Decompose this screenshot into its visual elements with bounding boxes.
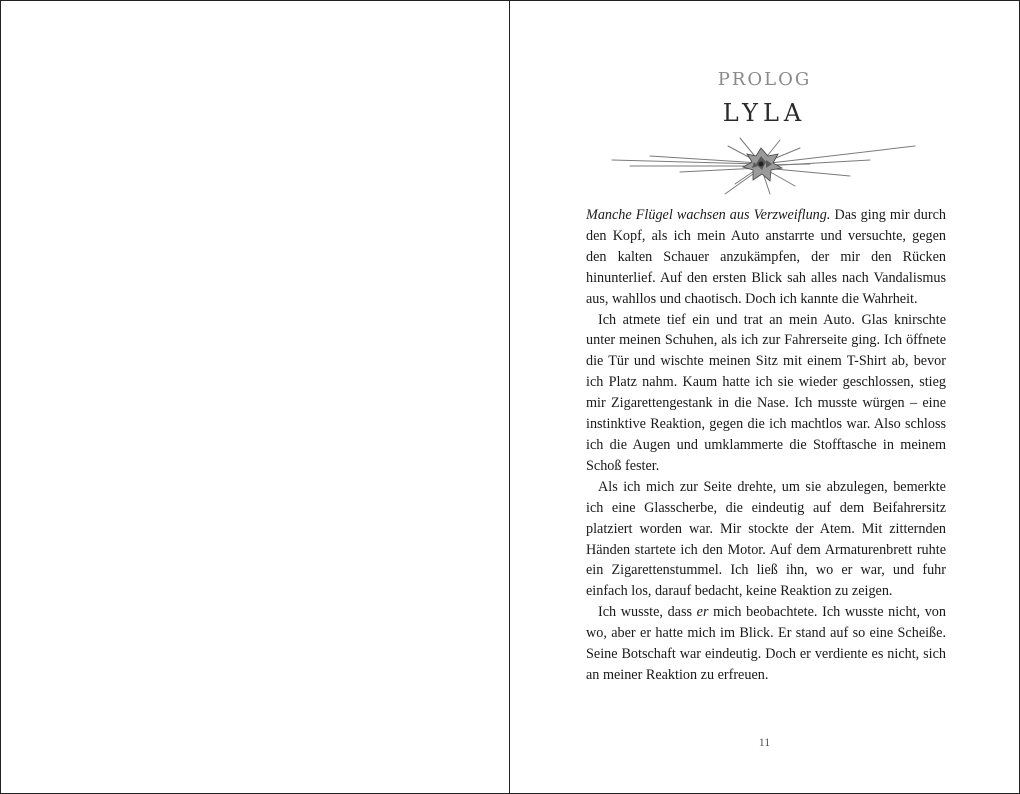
chapter-label: PROLOG [717,69,812,90]
right-page [510,1,1019,793]
paragraph-2: Ich atmete tief ein und trat an mein Auto. Glas knirschte unter meinen Schuhen, als ich zur Fahrerseite ging. Ich öffnete die Tür und wischte meinen Sitz mit einem T-Shirt ab, bevor ich Platz nahm. Kaum hatte ich sie wieder geschlossen, stieg mir Zigarettengestank in die Nase. Ich musste würgen – eine instinktive Reaktion, gegen die ich machtlos war. Also schloss ich die Augen und umklammerte die Stofftasche in meinem Schoß fester. [586,311,946,474]
paragraph-4-post: mich beobachtete. Ich wusste nicht, von wo, aber er hatte mich im Blick. Er stand auf so eine Scheiße. Seine Botschaft war eindeutig. Doch er verdiente es nicht, sich an meiner Reaktion zu erfreuen. [586,604,946,683]
chapter-title: LYLA [722,99,807,127]
body-text [586,205,946,686]
page-number: 11 [758,735,771,749]
paragraph-4-italic: er [696,604,709,621]
paragraph-4 [586,602,946,686]
paragraph-1-text: Das ging mir durch den Kopf, als ich mein Auto anstarrte und versuchte, gegen den kalten Schauer anzukämpfen, der mir den Rücken hinunterlief. Auf den ersten Blick sah alles nach Vandalismus aus, wahllos und chaotisch. Doch ich kannte die Wahrheit. [586,207,946,307]
italic-lead: Manche Flügel wachsen aus Verzweiflung. [586,207,831,223]
left-page [1,1,510,793]
paragraph-1 [586,205,946,310]
paragraph-3: Als ich mich zur Seite drehte, um sie abzulegen, bemerkte ich eine Glasscherbe, die eindeutig auf dem Beifahrersitz platziert worden war. Mir stockte der Atem. Mit zitternden Händen startete ich den Motor. Auf dem Armaturenbrett ruhte ein Zigarettenstummel. Ich ließ ihn, wo er war, und fuhr einfach los, darauf bedacht, keine Reaktion zu zeigen. [586,478,946,600]
shattered-glass-icon [610,136,920,196]
paragraph-4-pre: Ich wusste, dass [598,604,697,621]
